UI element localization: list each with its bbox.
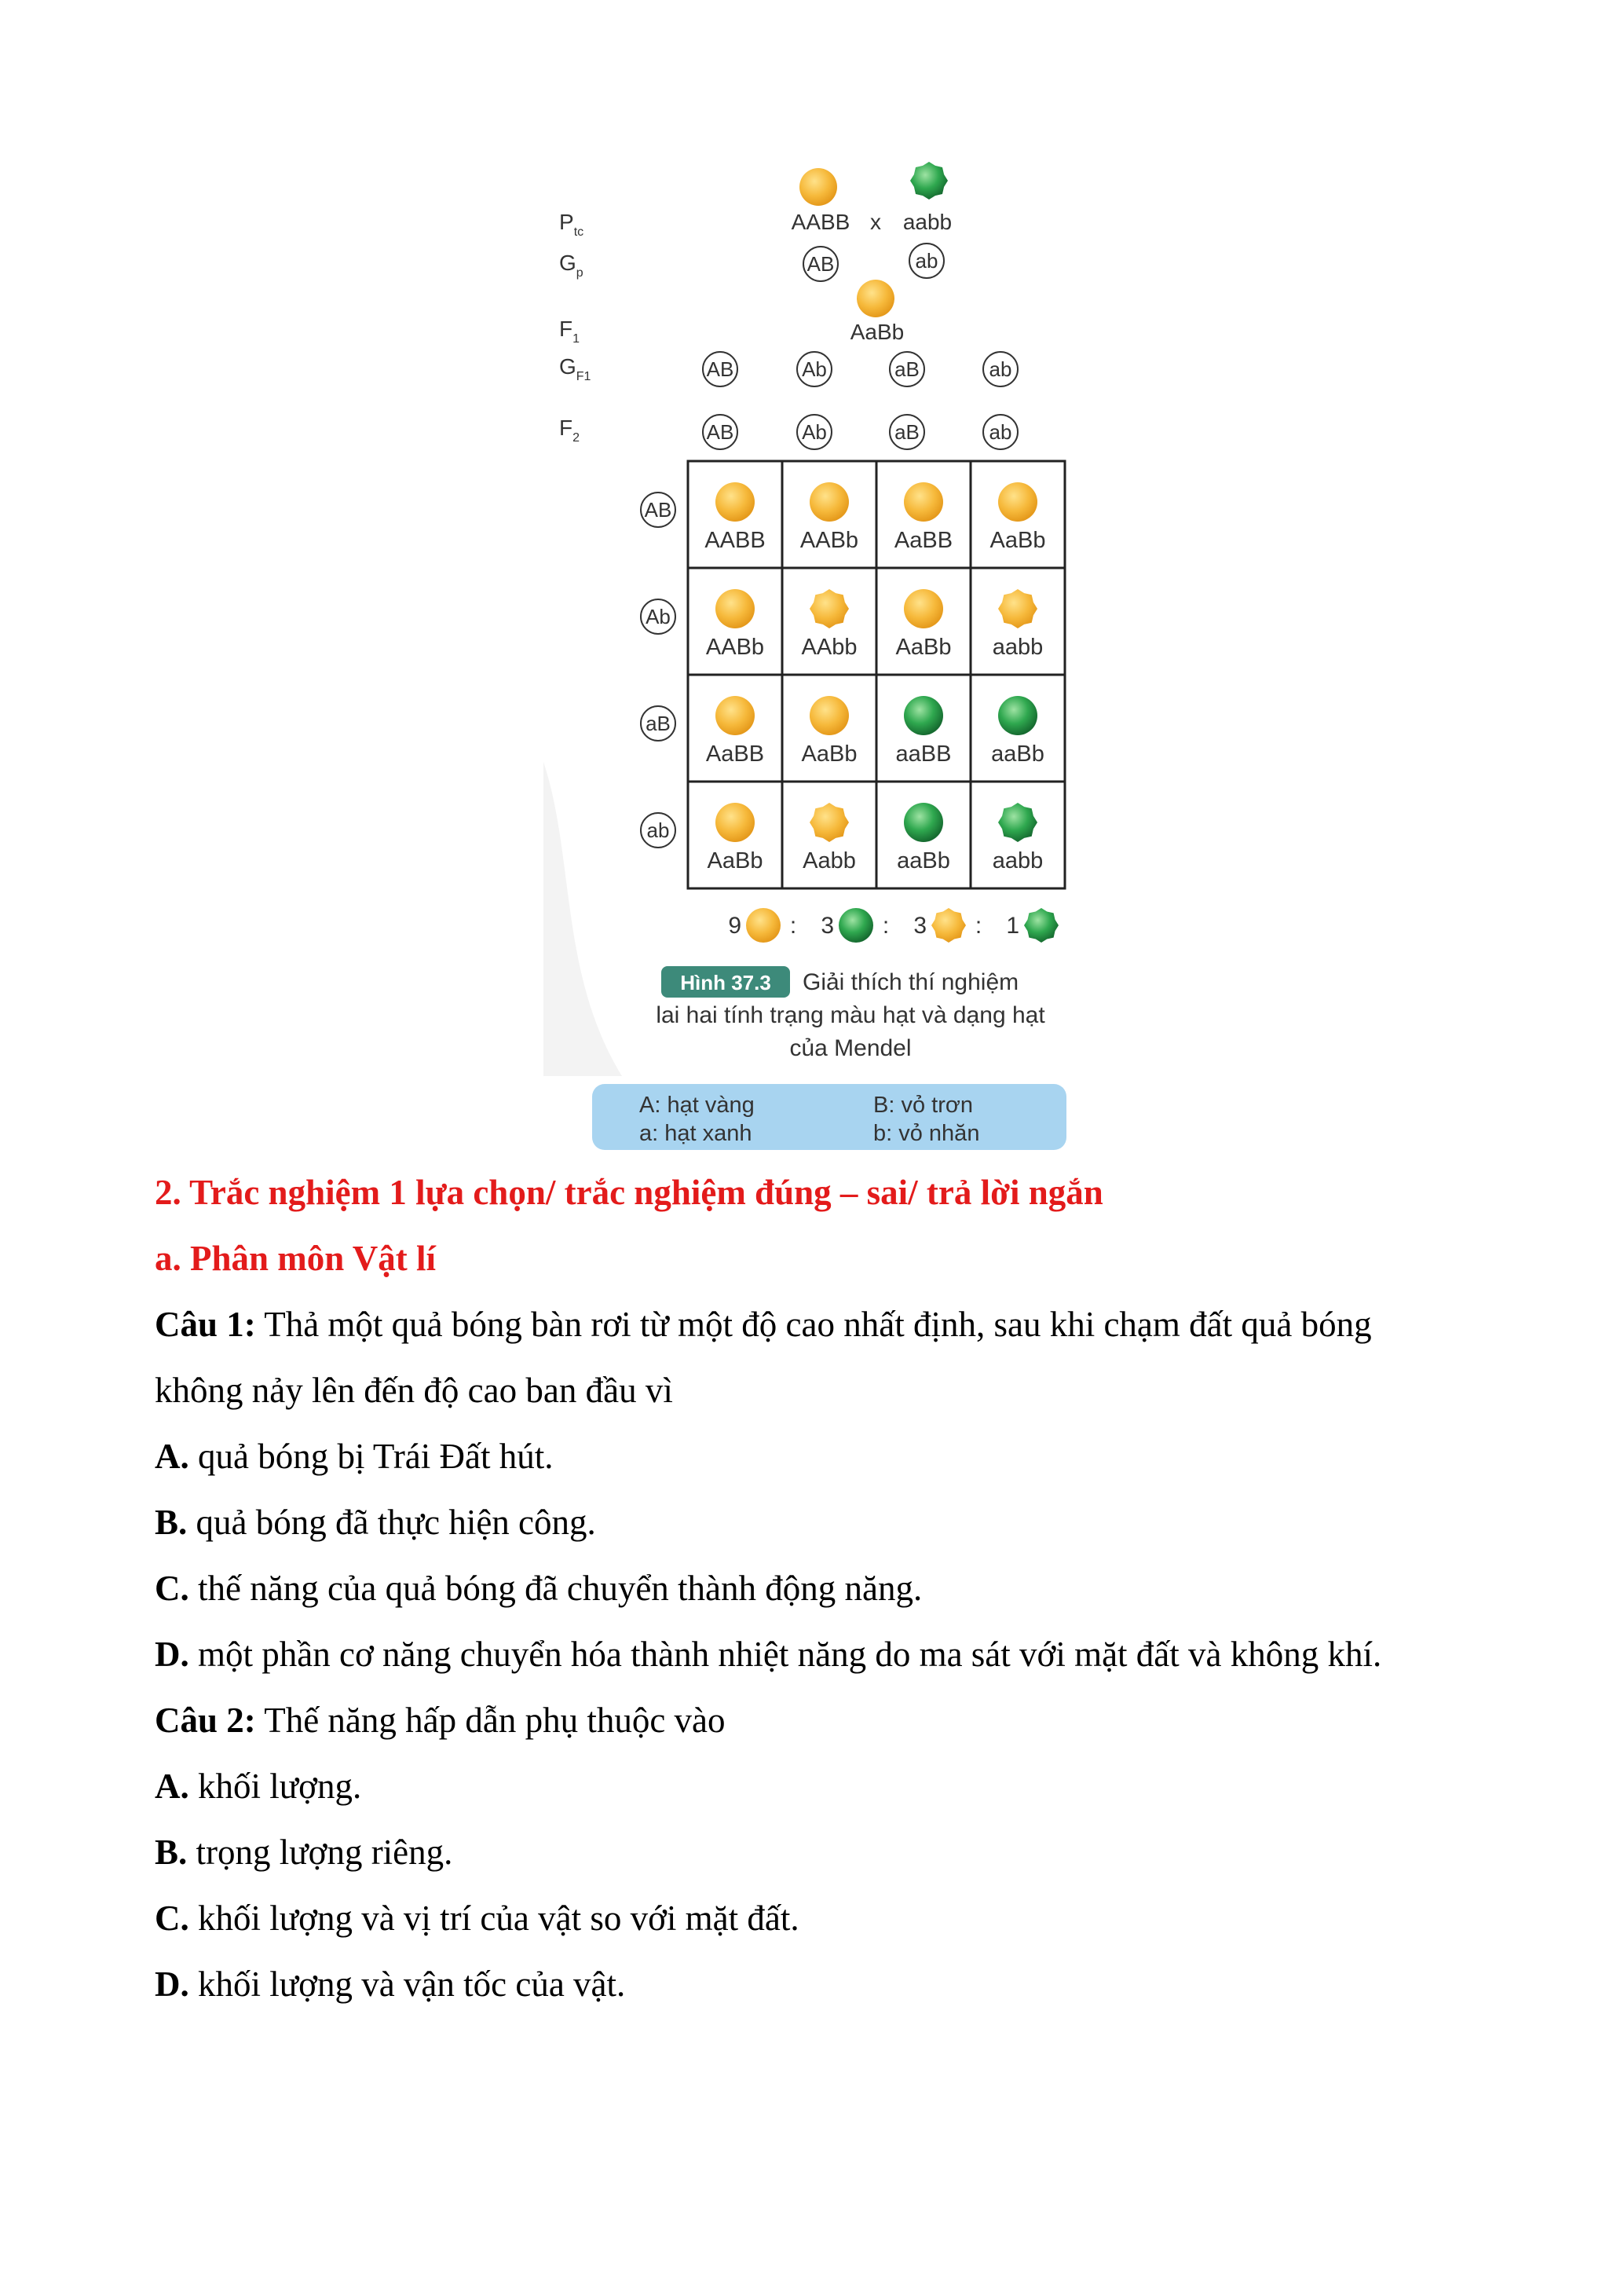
q2-option-c-text: khối lượng và vị trí của vật so với mặt đất. — [188, 1899, 799, 1938]
ratio-seed-2 — [839, 908, 873, 943]
f2-col-gamete-2-text: Ab — [802, 420, 827, 444]
punnett-row-gamete-1-text: AB — [644, 498, 672, 522]
punnett-genotype: Aabb — [803, 848, 856, 873]
q1-option-d-text: một phần cơ năng chuyển hóa thành nhiệt năng do ma sát với mặt đất và không khí. — [188, 1635, 1382, 1674]
q1-option-d — [155, 1634, 1381, 1675]
ratio-number-3: 3 — [913, 913, 927, 939]
punnett-seed — [715, 803, 755, 842]
q1-option-b — [155, 1502, 596, 1543]
q2-option-c — [155, 1898, 799, 1939]
figure-badge-text: Hình 37.3 — [680, 971, 771, 994]
punnett-seed — [998, 803, 1037, 842]
parent-yellow-seed — [799, 168, 837, 206]
ratio-number-4: 1 — [1006, 913, 1019, 939]
question-1-label: Câu 1: — [155, 1305, 256, 1344]
label-f2: $F_2$ — [559, 416, 580, 445]
ratio-separator: : — [975, 913, 982, 939]
q2-option-a-key: A. — [155, 1767, 189, 1806]
ratio-number-1: 9 — [728, 913, 741, 939]
caption-line-1: Giải thích thí nghiệm — [803, 969, 1019, 995]
question-1-line-1 — [155, 1304, 1372, 1345]
subsection-heading: a. Phân môn Vật lí — [155, 1239, 436, 1278]
mendel-dihybrid-figure — [528, 149, 1087, 1155]
legend-b-lower: b: vỏ nhăn — [873, 1121, 980, 1146]
punnett-genotype: aaBb — [991, 742, 1044, 767]
punnett-row-gamete-3-text: aB — [646, 712, 671, 735]
label-gp: $G_p$ — [559, 251, 583, 280]
ratio-seed-4 — [1024, 908, 1059, 943]
punnett-genotype: aaBb — [897, 848, 950, 873]
punnett-seed — [810, 803, 849, 842]
ratio-separator: : — [789, 913, 797, 939]
q2-option-c-key: C. — [155, 1899, 189, 1938]
q1-option-a — [155, 1436, 554, 1477]
punnett-genotype: AaBb — [989, 528, 1046, 553]
ratio-number-2: 3 — [821, 913, 834, 939]
question-2-text-1: Thế năng hấp dẫn phụ thuộc vào — [255, 1701, 726, 1740]
f2-col-gamete-1-text: AB — [706, 420, 734, 444]
punnett-seed — [810, 696, 849, 735]
section-heading: 2. Trắc nghiệm 1 lựa chọn/ trắc nghiệm đúng – sai/ trả lời ngắn — [155, 1173, 1103, 1212]
punnett-seed — [715, 589, 755, 628]
q1-option-c-key: C. — [155, 1569, 189, 1608]
f1-seed — [857, 280, 894, 317]
punnett-genotype: AaBb — [801, 742, 858, 767]
punnett-genotype: aaBB — [895, 742, 952, 767]
gp-gamete-1-text: AB — [807, 252, 835, 276]
q1-option-c — [155, 1568, 922, 1609]
punnett-genotype: AaBb — [707, 848, 763, 873]
ratio-seed-3 — [931, 908, 966, 943]
q1-option-b-key: B. — [155, 1503, 188, 1542]
legend-a-lower: a: hạt xanh — [639, 1121, 752, 1146]
punnett-genotype: AaBb — [895, 635, 952, 660]
caption-line-3: của Mendel — [789, 1035, 912, 1061]
q2-option-b-key: B. — [155, 1833, 188, 1872]
label-f1: $F_1$ — [559, 317, 580, 346]
question-2-label: Câu 2: — [155, 1701, 256, 1740]
q1-option-b-text: quả bóng đã thực hiện công. — [187, 1503, 596, 1542]
parent-left-genotype: AABB — [791, 210, 850, 234]
punnett-seed — [715, 482, 755, 522]
punnett-seed — [998, 696, 1037, 735]
f2-col-gamete-3-text: aB — [894, 420, 920, 444]
q2-option-a-text: khối lượng. — [188, 1767, 362, 1806]
punnett-genotype: aabb — [992, 848, 1044, 873]
gp-gamete-2-text: ab — [915, 249, 938, 273]
gf1-gamete-2-text: Ab — [802, 357, 827, 381]
question-1-line-2: không nảy lên đến độ cao ban đầu vì — [155, 1371, 673, 1410]
punnett-seed — [998, 482, 1037, 522]
q1-option-d-key: D. — [155, 1635, 189, 1674]
punnett-seed — [998, 589, 1037, 628]
q2-option-b — [155, 1832, 452, 1873]
punnett-seed — [904, 482, 943, 522]
punnett-genotype: AaBB — [894, 528, 953, 553]
legend-b-upper: B: vỏ trơn — [873, 1093, 974, 1118]
ratio-seed-1 — [746, 908, 781, 943]
cross-symbol: x — [870, 210, 881, 234]
question-1-text-1: Thả một quả bóng bàn rơi từ một độ cao nhất định, sau khi chạm đất quả bóng — [255, 1305, 1372, 1344]
figure-drawing — [528, 149, 1087, 1155]
f2-col-gamete-4-text: ab — [989, 420, 1012, 444]
punnett-row-gamete-4-text: ab — [646, 818, 670, 842]
q2-option-b-text: trọng lượng riêng. — [187, 1833, 453, 1872]
punnett-genotype: AABb — [705, 635, 765, 660]
punnett-seed — [810, 482, 849, 522]
q1-option-a-text: quả bóng bị Trái Đất hút. — [188, 1437, 554, 1476]
parent-green-seed — [910, 162, 948, 200]
ratio-separator: : — [882, 913, 890, 939]
legend-a-upper: A: hạt vàng — [639, 1093, 755, 1118]
punnett-genotype: aabb — [992, 635, 1044, 660]
label-gf1: $G_{F1}$ — [559, 354, 591, 383]
q2-option-a — [155, 1766, 361, 1807]
question-2-line-1 — [155, 1700, 726, 1741]
punnett-genotype: AABb — [799, 528, 859, 553]
f1-genotype: AaBb — [850, 320, 905, 344]
parent-right-genotype: aabb — [902, 210, 953, 234]
background-watermark — [543, 762, 622, 1076]
gf1-gamete-4-text: ab — [989, 357, 1012, 381]
punnett-seed — [904, 696, 943, 735]
q2-option-d-text: khối lượng và vận tốc của vật. — [188, 1965, 626, 2004]
punnett-seed — [904, 589, 943, 628]
gf1-gamete-1-text: AB — [706, 357, 734, 381]
punnett-genotype: AaBB — [705, 742, 765, 767]
punnett-genotype: AAbb — [801, 635, 858, 660]
punnett-row-gamete-2-text: Ab — [646, 605, 671, 628]
gf1-gamete-3-text: aB — [894, 357, 920, 381]
caption-line-2: lai hai tính trạng màu hạt và dạng hạt — [656, 1002, 1045, 1028]
q2-option-d — [155, 1964, 625, 2005]
punnett-seed — [810, 589, 849, 628]
punnett-seed — [715, 696, 755, 735]
punnett-genotype: AABB — [704, 528, 766, 553]
q2-option-d-key: D. — [155, 1965, 189, 2004]
q1-option-a-key: A. — [155, 1437, 189, 1476]
label-ptc: $P_{tc}$ — [559, 210, 584, 239]
q1-option-c-text: thế năng của quả bóng đã chuyển thành động năng. — [188, 1569, 923, 1608]
punnett-seed — [904, 803, 943, 842]
